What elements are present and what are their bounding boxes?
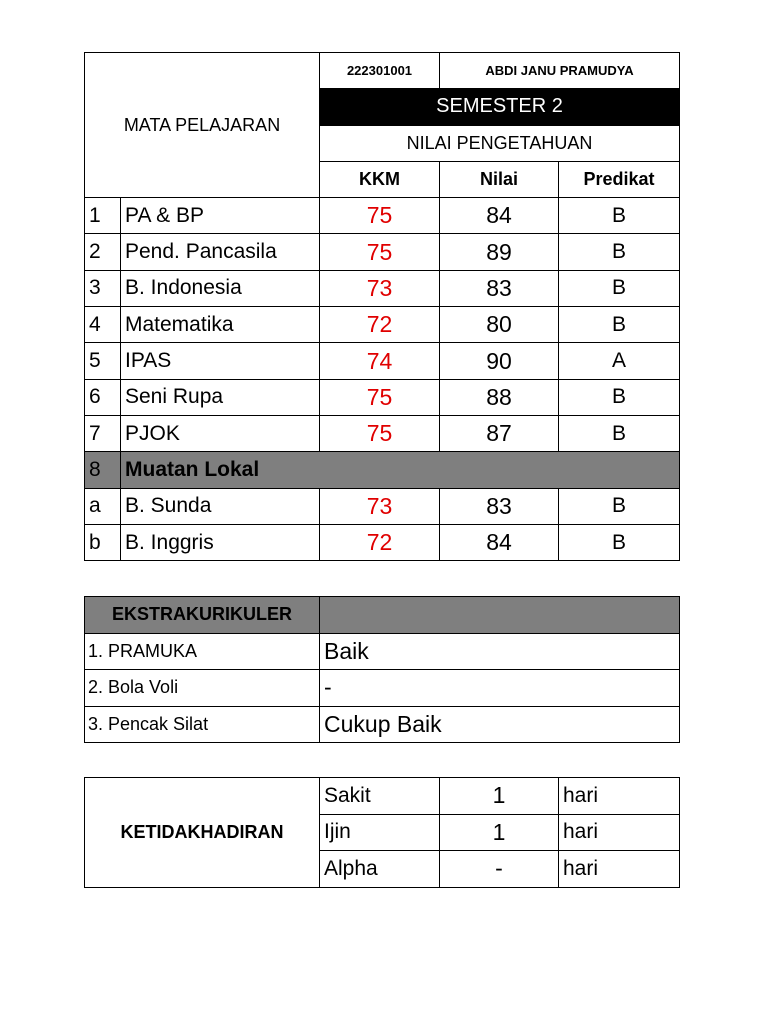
subject-name: B. Sunda <box>121 488 320 524</box>
attendance-title: KETIDAKHADIRAN <box>85 778 320 888</box>
table-row <box>85 778 680 815</box>
kkm-value: 75 <box>320 234 440 270</box>
table-row <box>85 633 680 670</box>
predikat-value: B <box>559 234 680 270</box>
absence-count: - <box>440 851 559 888</box>
row-number: 8 <box>85 452 121 488</box>
table-row <box>85 488 680 524</box>
subject-name: B. Indonesia <box>121 270 320 306</box>
activity-value: Baik <box>320 633 680 670</box>
kkm-value: 72 <box>320 307 440 343</box>
muatan-lokal-label: Muatan Lokal <box>121 452 680 488</box>
semester-title: SEMESTER 2 <box>320 89 680 125</box>
absence-type: Sakit <box>320 778 440 815</box>
nilai-value: 83 <box>440 488 559 524</box>
activity-value: - <box>320 670 680 707</box>
kkm-value: 74 <box>320 343 440 379</box>
absence-type: Alpha <box>320 851 440 888</box>
nilai-header: Nilai <box>440 161 559 197</box>
table-row <box>85 307 680 343</box>
kkm-value: 73 <box>320 488 440 524</box>
table-row <box>85 379 680 415</box>
student-name: ABDI JANU PRAMUDYA <box>440 53 680 89</box>
predikat-value: B <box>559 307 680 343</box>
absence-unit: hari <box>559 851 680 888</box>
row-number: 1 <box>85 198 121 234</box>
predikat-value: B <box>559 415 680 451</box>
nilai-value: 89 <box>440 234 559 270</box>
table-row <box>85 234 680 270</box>
absence-unit: hari <box>559 778 680 815</box>
kkm-header: KKM <box>320 161 440 197</box>
row-number: 5 <box>85 343 121 379</box>
table-row <box>85 343 680 379</box>
predikat-value: B <box>559 379 680 415</box>
attendance-table <box>84 777 680 888</box>
absence-unit: hari <box>559 814 680 851</box>
kkm-value: 75 <box>320 415 440 451</box>
nilai-value: 80 <box>440 307 559 343</box>
nilai-value: 87 <box>440 415 559 451</box>
absence-count: 1 <box>440 778 559 815</box>
activity-name: 2. Bola Voli <box>85 670 320 707</box>
predikat-value: B <box>559 270 680 306</box>
row-number: 3 <box>85 270 121 306</box>
activity-value: Cukup Baik <box>320 706 680 743</box>
nilai-value: 90 <box>440 343 559 379</box>
student-id: 222301001 <box>320 53 440 89</box>
row-number: 4 <box>85 307 121 343</box>
row-number: a <box>85 488 121 524</box>
subject-name: B. Inggris <box>121 524 320 560</box>
absence-type: Ijin <box>320 814 440 851</box>
subject-name: IPAS <box>121 343 320 379</box>
kkm-value: 75 <box>320 198 440 234</box>
subject-column-header: MATA PELAJARAN <box>85 53 320 198</box>
extracurricular-header-blank <box>320 597 680 634</box>
subject-name: Seni Rupa <box>121 379 320 415</box>
table-row <box>85 706 680 743</box>
row-number: 6 <box>85 379 121 415</box>
predikat-value: B <box>559 198 680 234</box>
row-number: 2 <box>85 234 121 270</box>
nilai-value: 84 <box>440 198 559 234</box>
section-title: NILAI PENGETAHUAN <box>320 125 680 161</box>
activity-name: 3. Pencak Silat <box>85 706 320 743</box>
table-row <box>85 270 680 306</box>
grades-table <box>84 52 680 561</box>
nilai-value: 84 <box>440 524 559 560</box>
predikat-header: Predikat <box>559 161 680 197</box>
kkm-value: 75 <box>320 379 440 415</box>
table-row <box>85 524 680 560</box>
row-number: b <box>85 524 121 560</box>
muatan-lokal-row <box>85 452 680 488</box>
nilai-value: 88 <box>440 379 559 415</box>
absence-count: 1 <box>440 814 559 851</box>
kkm-value: 73 <box>320 270 440 306</box>
table-row <box>85 198 680 234</box>
subject-name: Pend. Pancasila <box>121 234 320 270</box>
table-row <box>85 670 680 707</box>
nilai-value: 83 <box>440 270 559 306</box>
subject-name: Matematika <box>121 307 320 343</box>
row-number: 7 <box>85 415 121 451</box>
subject-name: PJOK <box>121 415 320 451</box>
predikat-value: A <box>559 343 680 379</box>
table-row <box>85 415 680 451</box>
predikat-value: B <box>559 488 680 524</box>
activity-name: 1. PRAMUKA <box>85 633 320 670</box>
extracurricular-header: EKSTRAKURIKULER <box>85 597 320 634</box>
subject-name: PA & BP <box>121 198 320 234</box>
predikat-value: B <box>559 524 680 560</box>
kkm-value: 72 <box>320 524 440 560</box>
extracurricular-table <box>84 596 680 743</box>
